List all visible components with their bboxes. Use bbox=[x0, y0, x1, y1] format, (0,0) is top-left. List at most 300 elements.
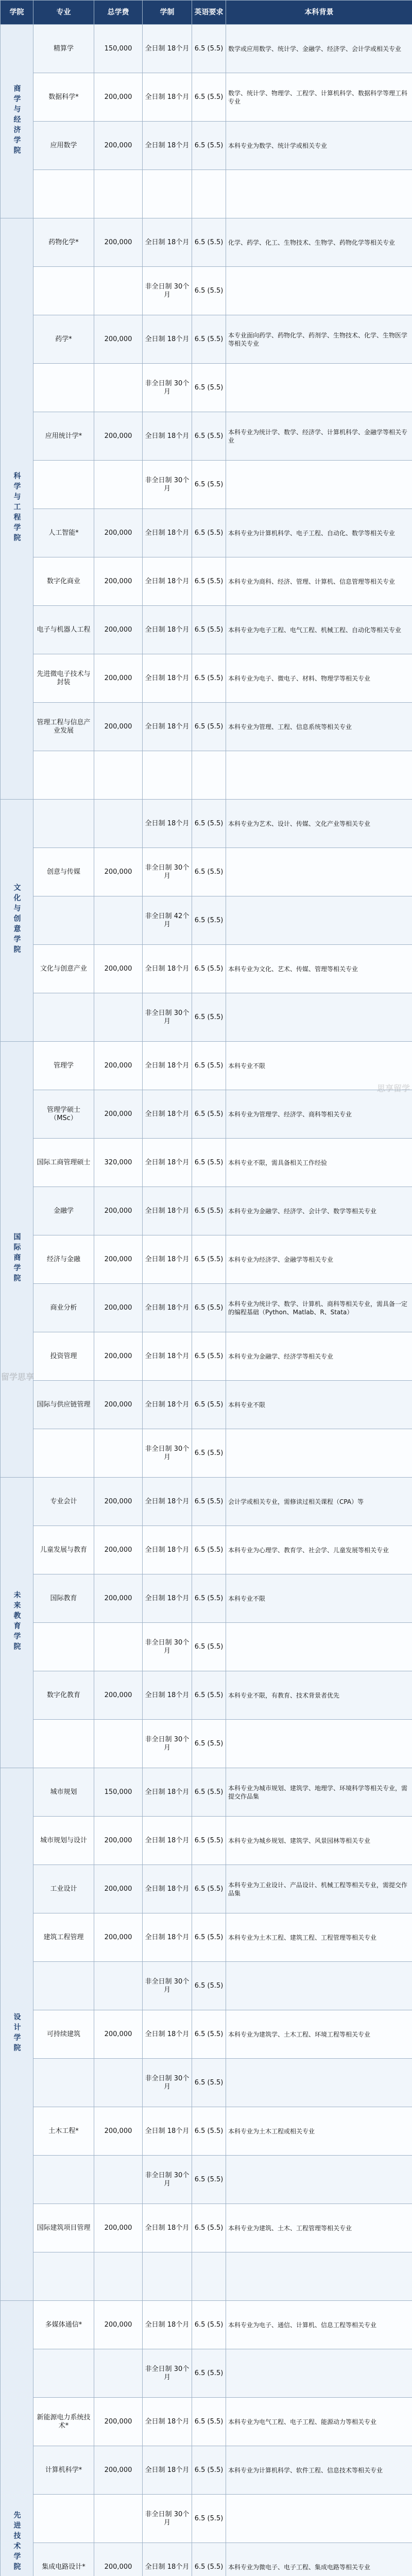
english-cell: 6.5 (5.5) bbox=[192, 1381, 226, 1429]
mode-cell: 非全日制 30个月 bbox=[143, 2349, 192, 2398]
table-row bbox=[1, 751, 412, 800]
mode-cell: 全日制 18个月 bbox=[143, 1235, 192, 1284]
fee-cell: 200,000 bbox=[94, 2446, 143, 2495]
fee-cell: 200,000 bbox=[94, 1913, 143, 1962]
background-cell bbox=[226, 2495, 412, 2543]
english-cell: 6.5 (5.5) bbox=[192, 1526, 226, 1574]
table-row bbox=[1, 654, 412, 703]
english-cell: 6.5 (5.5) bbox=[192, 1090, 226, 1139]
english-cell: 6.5 (5.5) bbox=[192, 654, 226, 703]
mode-cell: 非全日制 30个月 bbox=[143, 848, 192, 896]
major-cell: 国际工商管理硕士 bbox=[33, 1139, 94, 1187]
major-cell: 人工智能* bbox=[33, 509, 94, 557]
fee-cell: 200,000 bbox=[94, 1187, 143, 1235]
table-row bbox=[1, 1478, 412, 1526]
table-row bbox=[1, 73, 412, 122]
background-cell bbox=[226, 2349, 412, 2398]
english-cell: 6.5 (5.5) bbox=[192, 73, 226, 122]
background-cell bbox=[226, 2156, 412, 2204]
major-cell: 文化与创意产业 bbox=[33, 945, 94, 993]
mode-cell: 全日制 18个月 bbox=[143, 1284, 192, 1332]
major-cell bbox=[33, 800, 94, 848]
table-row bbox=[1, 1720, 412, 1768]
fee-cell: 200,000 bbox=[94, 2398, 143, 2446]
mode-cell: 全日制 18个月 bbox=[143, 122, 192, 170]
table-row bbox=[1, 2252, 412, 2301]
mode-cell: 全日制 18个月 bbox=[143, 800, 192, 848]
table-row bbox=[1, 2107, 412, 2156]
major-cell: 国际建筑项目管理 bbox=[33, 2204, 94, 2252]
english-cell: 6.5 (5.5) bbox=[192, 2543, 226, 2576]
english-cell: 6.5 (5.5) bbox=[192, 848, 226, 896]
english-cell: 6.5 (5.5) bbox=[192, 218, 226, 267]
mode-cell: 全日制 18个月 bbox=[143, 315, 192, 364]
watermark: 留学思享 bbox=[1, 1372, 35, 1382]
major-cell: 管理学硕士（MSc） bbox=[33, 1090, 94, 1139]
major-cell: 管理工程与信息产业发展 bbox=[33, 703, 94, 751]
background-cell: 本科专业为土木工程、建筑工程、工程管理等相关专业 bbox=[226, 1913, 412, 1962]
background-cell: 本科专业为建筑、土木、工程管理等相关专业 bbox=[226, 2204, 412, 2252]
table-row bbox=[1, 2349, 412, 2398]
background-cell: 会计学或相关专业，需修读过相关课程（CPA）等 bbox=[226, 1478, 412, 1526]
english-cell: 6.5 (5.5) bbox=[192, 703, 226, 751]
background-cell bbox=[226, 1623, 412, 1671]
english-cell: 6.5 (5.5) bbox=[192, 2301, 226, 2349]
table-row bbox=[1, 1139, 412, 1187]
major-cell bbox=[33, 364, 94, 412]
school-name: 未来教育学院 bbox=[12, 1590, 21, 1653]
major-cell bbox=[33, 1429, 94, 1478]
school-name: 文化与创意学院 bbox=[12, 883, 21, 956]
fee-cell bbox=[94, 364, 143, 412]
table-row bbox=[1, 2543, 412, 2576]
mode-cell: 全日制 18个月 bbox=[143, 1913, 192, 1962]
background-cell: 本科专业为统计学、数学、计算机、商科等相关专业，需具备一定的编程基础（Python、Matlab、R、Stata） bbox=[226, 1284, 412, 1332]
major-cell: 城市规划与设计 bbox=[33, 1817, 94, 1865]
mode-cell: 全日制 18个月 bbox=[143, 2204, 192, 2252]
table-row bbox=[1, 1865, 412, 1913]
table-row bbox=[1, 1913, 412, 1962]
major-cell bbox=[33, 2059, 94, 2107]
background-cell: 本科专业为管理、工程、信息系统等相关专业 bbox=[226, 703, 412, 751]
background-cell: 本科专业为商科、经济、管理、计算机、信息管理等相关专业 bbox=[226, 557, 412, 606]
table-row bbox=[1, 412, 412, 461]
english-cell: 6.5 (5.5) bbox=[192, 1720, 226, 1768]
mode-cell: 全日制 18个月 bbox=[143, 73, 192, 122]
major-cell: 电子与机器人工程 bbox=[33, 606, 94, 654]
english-cell: 6.5 (5.5) bbox=[192, 1913, 226, 1962]
fee-cell bbox=[94, 1962, 143, 2010]
major-cell: 创意与传媒 bbox=[33, 848, 94, 896]
background-cell bbox=[226, 1429, 412, 1478]
major-cell: 先进微电子技术与封装 bbox=[33, 654, 94, 703]
major-cell: 数字化教育 bbox=[33, 1671, 94, 1720]
fee-cell: 200,000 bbox=[94, 1284, 143, 1332]
table-header-row bbox=[1, 1, 412, 25]
mode-cell: 全日制 18个月 bbox=[143, 606, 192, 654]
mode-cell: 全日制 18个月 bbox=[143, 2107, 192, 2156]
background-cell bbox=[226, 170, 412, 218]
fee-cell bbox=[94, 461, 143, 509]
major-cell: 投资管理 bbox=[33, 1332, 94, 1381]
watermark: 思享留学 bbox=[376, 1083, 410, 1093]
background-cell: 本专业面向药学、药物化学、药剂学、生物技术、化学、生物医学等相关专业 bbox=[226, 315, 412, 364]
english-cell: 6.5 (5.5) bbox=[192, 1042, 226, 1090]
major-cell: 药学* bbox=[33, 315, 94, 364]
table-row bbox=[1, 461, 412, 509]
major-cell: 多媒体通信* bbox=[33, 2301, 94, 2349]
english-cell: 6.5 (5.5) bbox=[192, 2059, 226, 2107]
table-row bbox=[1, 1817, 412, 1865]
table-row bbox=[1, 1284, 412, 1332]
fee-cell: 200,000 bbox=[94, 1090, 143, 1139]
table-row bbox=[1, 1381, 412, 1429]
mode-cell: 全日制 18个月 bbox=[143, 557, 192, 606]
english-cell: 6.5 (5.5) bbox=[192, 2446, 226, 2495]
english-cell: 6.5 (5.5) bbox=[192, 1962, 226, 2010]
major-cell: 工业设计 bbox=[33, 1865, 94, 1913]
mode-cell: 全日制 18个月 bbox=[143, 218, 192, 267]
table-row bbox=[1, 2398, 412, 2446]
mode-cell: 全日制 18个月 bbox=[143, 1865, 192, 1913]
background-cell: 本科专业为城市规划、建筑学、地理学、环境科学等相关专业，需提交作品集 bbox=[226, 1768, 412, 1817]
fee-cell: 200,000 bbox=[94, 1817, 143, 1865]
background-cell: 本科专业为艺术、设计、传媒、文化产业等相关专业 bbox=[226, 800, 412, 848]
background-cell: 本科专业为管理学、经济学、商科等相关专业 bbox=[226, 1090, 412, 1139]
english-cell: 6.5 (5.5) bbox=[192, 2156, 226, 2204]
mode-cell: 全日制 18个月 bbox=[143, 2543, 192, 2576]
english-cell: 6.5 (5.5) bbox=[192, 315, 226, 364]
mode-cell: 全日制 18个月 bbox=[143, 2010, 192, 2059]
mode-cell: 全日制 18个月 bbox=[143, 1768, 192, 1817]
major-cell bbox=[33, 1623, 94, 1671]
english-cell: 6.5 (5.5) bbox=[192, 1332, 226, 1381]
school-cell bbox=[1, 218, 33, 800]
background-cell bbox=[226, 896, 412, 945]
major-cell bbox=[33, 2252, 94, 2301]
school-cell bbox=[1, 800, 33, 1042]
english-cell: 6.5 (5.5) bbox=[192, 945, 226, 993]
english-cell: 6.5 (5.5) bbox=[192, 1574, 226, 1623]
mode-cell: 非全日制 30个月 bbox=[143, 993, 192, 1042]
mode-cell: 全日制 18个月 bbox=[143, 945, 192, 993]
mode-cell bbox=[143, 170, 192, 218]
mode-cell: 全日制 18个月 bbox=[143, 1332, 192, 1381]
background-cell: 本科专业为电气工程、电子工程、能源动力等相关专业 bbox=[226, 2398, 412, 2446]
table-row bbox=[1, 2156, 412, 2204]
table-row bbox=[1, 2495, 412, 2543]
english-cell: 6.5 (5.5) bbox=[192, 606, 226, 654]
mode-cell: 全日制 18个月 bbox=[143, 1139, 192, 1187]
table-row bbox=[1, 2059, 412, 2107]
background-cell bbox=[226, 993, 412, 1042]
fee-cell bbox=[94, 267, 143, 315]
table-row bbox=[1, 1671, 412, 1720]
table-row bbox=[1, 1187, 412, 1235]
english-cell: 6.5 (5.5) bbox=[192, 122, 226, 170]
major-cell bbox=[33, 1720, 94, 1768]
fee-cell: 200,000 bbox=[94, 315, 143, 364]
fee-cell: 200,000 bbox=[94, 1865, 143, 1913]
background-cell: 本科专业为经济学、金融学等相关专业 bbox=[226, 1235, 412, 1284]
school-name: 设计学院 bbox=[12, 2012, 21, 2054]
background-cell: 本科专业为工业设计、产品设计、机械工程等相关专业，需提交作品集 bbox=[226, 1865, 412, 1913]
background-cell: 本科专业为数学、统计学或相关专业 bbox=[226, 122, 412, 170]
table-row bbox=[1, 218, 412, 267]
mode-cell: 全日制 18个月 bbox=[143, 703, 192, 751]
english-cell bbox=[192, 170, 226, 218]
english-cell: 6.5 (5.5) bbox=[192, 1235, 226, 1284]
fee-cell: 200,000 bbox=[94, 122, 143, 170]
background-cell: 本科专业不限，有教育、技术背景者优先 bbox=[226, 1671, 412, 1720]
english-cell: 6.5 (5.5) bbox=[192, 1187, 226, 1235]
major-cell: 集成电路设计* bbox=[33, 2543, 94, 2576]
major-cell bbox=[33, 461, 94, 509]
table-row bbox=[1, 2204, 412, 2252]
fee-cell: 200,000 bbox=[94, 1574, 143, 1623]
mode-cell: 非全日制 30个月 bbox=[143, 1623, 192, 1671]
fee-cell: 200,000 bbox=[94, 2010, 143, 2059]
fee-cell: 200,000 bbox=[94, 509, 143, 557]
mode-cell: 非全日制 30个月 bbox=[143, 364, 192, 412]
fee-cell: 200,000 bbox=[94, 2107, 143, 2156]
school-cell bbox=[1, 25, 33, 218]
fee-cell: 200,000 bbox=[94, 218, 143, 267]
english-cell: 6.5 (5.5) bbox=[192, 509, 226, 557]
table-row bbox=[1, 800, 412, 848]
english-cell: 6.5 (5.5) bbox=[192, 25, 226, 73]
fee-cell: 200,000 bbox=[94, 412, 143, 461]
mode-cell: 全日制 18个月 bbox=[143, 412, 192, 461]
english-cell: 6.5 (5.5) bbox=[192, 1817, 226, 1865]
major-cell: 儿童发展与教育 bbox=[33, 1526, 94, 1574]
fee-cell bbox=[94, 2059, 143, 2107]
major-cell: 城市规划 bbox=[33, 1768, 94, 1817]
fee-cell: 200,000 bbox=[94, 654, 143, 703]
english-cell: 6.5 (5.5) bbox=[192, 364, 226, 412]
table-row bbox=[1, 364, 412, 412]
major-cell bbox=[33, 751, 94, 800]
background-cell: 本科专业为建筑学、土木工程、环境工程等相关专业 bbox=[226, 2010, 412, 2059]
background-cell: 数学、统计学、物理学、工程学、计算机科学、数据科学等理工科专业 bbox=[226, 73, 412, 122]
fee-cell: 200,000 bbox=[94, 1671, 143, 1720]
mode-cell: 全日制 18个月 bbox=[143, 2398, 192, 2446]
mode-cell: 全日制 18个月 bbox=[143, 1574, 192, 1623]
major-cell: 国际与供应链管理 bbox=[33, 1381, 94, 1429]
fee-cell: 200,000 bbox=[94, 606, 143, 654]
fee-cell: 200,000 bbox=[94, 703, 143, 751]
background-cell: 本科专业为计算机科学、电子工程、自动化、数学等相关专业 bbox=[226, 509, 412, 557]
table-row bbox=[1, 267, 412, 315]
header-school: 学院 bbox=[1, 1, 33, 25]
english-cell bbox=[192, 751, 226, 800]
fee-cell: 320,000 bbox=[94, 1139, 143, 1187]
fee-cell: 200,000 bbox=[94, 1042, 143, 1090]
fee-cell: 200,000 bbox=[94, 1478, 143, 1526]
major-cell bbox=[33, 2349, 94, 2398]
fee-cell bbox=[94, 1623, 143, 1671]
mode-cell: 全日制 18个月 bbox=[143, 1671, 192, 1720]
mode-cell: 非全日制 30个月 bbox=[143, 1429, 192, 1478]
background-cell: 本科专业为文化、艺术、传媒、管理等相关专业 bbox=[226, 945, 412, 993]
table-row bbox=[1, 993, 412, 1042]
fee-cell bbox=[94, 2495, 143, 2543]
english-cell: 6.5 (5.5) bbox=[192, 1478, 226, 1526]
background-cell: 本科专业不限 bbox=[226, 1381, 412, 1429]
mode-cell: 全日制 18个月 bbox=[143, 509, 192, 557]
table-row bbox=[1, 557, 412, 606]
major-cell: 应用统计学* bbox=[33, 412, 94, 461]
mode-cell: 全日制 18个月 bbox=[143, 2301, 192, 2349]
table-row bbox=[1, 1768, 412, 1817]
table-row bbox=[1, 1526, 412, 1574]
english-cell: 6.5 (5.5) bbox=[192, 1865, 226, 1913]
mode-cell: 全日制 18个月 bbox=[143, 1042, 192, 1090]
mode-cell bbox=[143, 2252, 192, 2301]
table-row bbox=[1, 1429, 412, 1478]
background-cell bbox=[226, 751, 412, 800]
table-row bbox=[1, 315, 412, 364]
major-cell bbox=[33, 896, 94, 945]
background-cell bbox=[226, 364, 412, 412]
background-cell bbox=[226, 848, 412, 896]
mode-cell: 非全日制 30个月 bbox=[143, 2059, 192, 2107]
table-row bbox=[1, 122, 412, 170]
mode-cell: 非全日制 30个月 bbox=[143, 461, 192, 509]
fee-cell bbox=[94, 170, 143, 218]
major-cell bbox=[33, 1962, 94, 2010]
table-row bbox=[1, 509, 412, 557]
school-cell bbox=[1, 1042, 33, 1478]
background-cell: 本科专业为城乡规划、建筑学、风景园林等相关专业 bbox=[226, 1817, 412, 1865]
english-cell: 6.5 (5.5) bbox=[192, 1284, 226, 1332]
background-cell: 本科专业不限 bbox=[226, 1042, 412, 1090]
school-cell bbox=[1, 2301, 33, 2576]
background-cell: 数学或应用数学、统计学、金融学、经济学、会计学或相关专业 bbox=[226, 25, 412, 73]
mode-cell: 非全日制 30个月 bbox=[143, 2495, 192, 2543]
mode-cell: 全日制 18个月 bbox=[143, 2446, 192, 2495]
major-cell: 药物化学* bbox=[33, 218, 94, 267]
header-mode: 学制 bbox=[143, 1, 192, 25]
english-cell: 6.5 (5.5) bbox=[192, 557, 226, 606]
english-cell: 6.5 (5.5) bbox=[192, 1429, 226, 1478]
background-cell: 本科专业不限，需具备相关工作经验 bbox=[226, 1139, 412, 1187]
english-cell: 6.5 (5.5) bbox=[192, 800, 226, 848]
background-cell: 本科专业为电子、通信、计算机、信息工程等相关专业 bbox=[226, 2301, 412, 2349]
background-cell: 本科专业为心理学、教育学、社会学、儿童发展等相关专业 bbox=[226, 1526, 412, 1574]
major-cell: 专业会计 bbox=[33, 1478, 94, 1526]
fee-cell bbox=[94, 2156, 143, 2204]
header-background: 本科背景 bbox=[226, 1, 412, 25]
major-cell bbox=[33, 170, 94, 218]
english-cell: 6.5 (5.5) bbox=[192, 2398, 226, 2446]
mode-cell bbox=[143, 751, 192, 800]
background-cell: 本科专业为土木工程或相关专业 bbox=[226, 2107, 412, 2156]
fee-cell bbox=[94, 2252, 143, 2301]
table-row bbox=[1, 25, 412, 73]
table-row bbox=[1, 1623, 412, 1671]
fee-cell bbox=[94, 993, 143, 1042]
table-row bbox=[1, 848, 412, 896]
table-row bbox=[1, 170, 412, 218]
fee-cell: 200,000 bbox=[94, 2543, 143, 2576]
school-name: 商学与经济学院 bbox=[12, 84, 21, 157]
mode-cell: 全日制 18个月 bbox=[143, 1381, 192, 1429]
table-row bbox=[1, 2301, 412, 2349]
background-cell: 本科专业为金融学、经济学、会计学、数学等相关专业 bbox=[226, 1187, 412, 1235]
mode-cell: 全日制 18个月 bbox=[143, 1187, 192, 1235]
background-cell bbox=[226, 1962, 412, 2010]
fee-cell: 200,000 bbox=[94, 945, 143, 993]
english-cell: 6.5 (5.5) bbox=[192, 2010, 226, 2059]
fee-cell: 150,000 bbox=[94, 1768, 143, 1817]
english-cell: 6.5 (5.5) bbox=[192, 2204, 226, 2252]
english-cell: 6.5 (5.5) bbox=[192, 993, 226, 1042]
major-cell bbox=[33, 2495, 94, 2543]
table-row bbox=[1, 606, 412, 654]
background-cell: 本科专业不限 bbox=[226, 1574, 412, 1623]
mode-cell: 非全日制 30个月 bbox=[143, 1720, 192, 1768]
english-cell bbox=[192, 2252, 226, 2301]
table-row bbox=[1, 1235, 412, 1284]
english-cell: 6.5 (5.5) bbox=[192, 412, 226, 461]
english-cell: 6.5 (5.5) bbox=[192, 1139, 226, 1187]
school-name: 科学与工程学院 bbox=[12, 471, 21, 544]
table-row bbox=[1, 2010, 412, 2059]
header-major: 专业 bbox=[33, 1, 94, 25]
english-cell: 6.5 (5.5) bbox=[192, 1623, 226, 1671]
background-cell bbox=[226, 2252, 412, 2301]
english-cell: 6.5 (5.5) bbox=[192, 1671, 226, 1720]
background-cell: 本科专业为微电子、电子工程、集成电路等相关专业 bbox=[226, 2543, 412, 2576]
mode-cell: 全日制 18个月 bbox=[143, 1090, 192, 1139]
mode-cell: 全日制 18个月 bbox=[143, 25, 192, 73]
english-cell: 6.5 (5.5) bbox=[192, 461, 226, 509]
fee-cell: 200,000 bbox=[94, 1235, 143, 1284]
school-cell bbox=[1, 1478, 33, 1768]
fee-cell: 200,000 bbox=[94, 848, 143, 896]
table-row bbox=[1, 945, 412, 993]
fee-cell: 200,000 bbox=[94, 73, 143, 122]
major-cell: 可持续建筑 bbox=[33, 2010, 94, 2059]
background-cell bbox=[226, 2059, 412, 2107]
major-cell: 国际教育 bbox=[33, 1574, 94, 1623]
major-cell bbox=[33, 267, 94, 315]
school-cell bbox=[1, 1768, 33, 2301]
fee-cell bbox=[94, 1720, 143, 1768]
fee-cell: 200,000 bbox=[94, 1332, 143, 1381]
major-cell: 金融学 bbox=[33, 1187, 94, 1235]
school-name: 先进技术学院 bbox=[12, 2511, 21, 2573]
english-cell: 6.5 (5.5) bbox=[192, 896, 226, 945]
header-english: 英语要求 bbox=[192, 1, 226, 25]
background-cell bbox=[226, 461, 412, 509]
fee-cell: 150,000 bbox=[94, 25, 143, 73]
english-cell: 6.5 (5.5) bbox=[192, 267, 226, 315]
major-cell: 数据科学* bbox=[33, 73, 94, 122]
fee-cell bbox=[94, 2349, 143, 2398]
major-cell: 应用数学 bbox=[33, 122, 94, 170]
major-cell bbox=[33, 2156, 94, 2204]
background-cell: 本科专业为计算机科学、软件工程、信息技术等相关专业 bbox=[226, 2446, 412, 2495]
background-cell: 化学、药学、化工、生物技术、生物学、药物化学等相关专业 bbox=[226, 218, 412, 267]
background-cell bbox=[226, 267, 412, 315]
fee-cell: 200,000 bbox=[94, 1526, 143, 1574]
mode-cell: 非全日制 30个月 bbox=[143, 2156, 192, 2204]
mode-cell: 非全日制 30个月 bbox=[143, 267, 192, 315]
major-cell bbox=[33, 993, 94, 1042]
fee-cell: 200,000 bbox=[94, 2301, 143, 2349]
